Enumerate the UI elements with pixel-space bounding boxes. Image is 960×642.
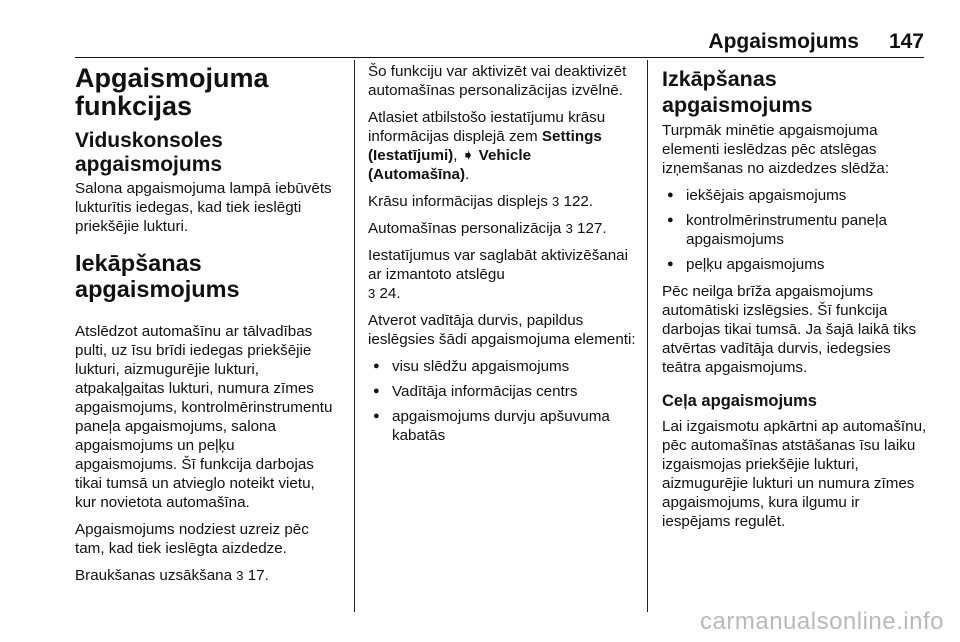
column-1 (75, 62, 337, 593)
section-heading-exit-lighting: Izkāpšanas apgaismojums (662, 67, 813, 117)
section-heading-console-lighting: Viduskonsoles apgaismojums (75, 129, 223, 176)
column-2 (368, 62, 636, 453)
header-rule (75, 57, 924, 58)
reference-text: Braukšanas uzsākšana (75, 567, 233, 584)
section-heading-entry-lighting: Iekāpšanas apgaismojums (75, 250, 240, 302)
list-item: ● kontrolmērinstrumentu paneļa apgaismojums (662, 211, 930, 249)
exit-lighting-list (662, 186, 930, 274)
color-display-reference (368, 192, 636, 211)
list-item: ● visu slēdžu apgaismojums (368, 357, 636, 376)
entry-lighting-reference (75, 566, 337, 585)
page-reference-icon: 3 (236, 568, 244, 583)
list-item: ● peļķu apgaismojums (662, 255, 930, 274)
watermark: carmanualsonline.info (700, 608, 944, 635)
driver-door-list (368, 357, 636, 445)
reference-page[interactable]: 17. (247, 567, 269, 584)
page-reference-icon: 3 (565, 221, 573, 236)
exit-lighting-paragraph: Pēc neilga brīža apgaismojums automātiski izslēgsies. Šī funkcija darbojas tikai tumsā. Ja šajā laikā tiks atvērtas vadītāja durvis, iedegsies teātra apgaismojums. (662, 283, 917, 376)
column-divider-2 (647, 60, 648, 612)
entry-lighting-paragraph-2: Apgaismojums nodziest uzreiz pēc tam, kad tiek ieslēgta aizdedze. (75, 521, 309, 557)
column-3 (662, 62, 930, 539)
reference-page[interactable]: 24. (379, 285, 401, 302)
subsection-heading-path-lighting: Ceļa apgaismojums (662, 392, 817, 410)
list-item: ● Vadītāja informācijas centrs (368, 382, 636, 401)
settings-menu-label: Settings (Iestatījumi) (368, 128, 602, 164)
reference-text: Krāsu informācijas displejs (368, 193, 548, 210)
settings-path-text: Atlasiet atbilstošo iestatījumu krāsu informācijas displejā zem (368, 109, 606, 145)
chapter-title: Apgaismojuma funkcijas (75, 63, 269, 121)
reference-text: Iestatījumus var saglabāt aktivizēšanai ar izmantoto atslēgu (368, 247, 629, 283)
settings-end: . (465, 166, 470, 183)
settings-separator: , (453, 147, 458, 164)
section-title: Apgaismojums (708, 30, 859, 53)
reference-page[interactable]: 122. (563, 193, 594, 210)
exit-lighting-intro: Turpmāk minētie apgaismojuma elementi ieslēdzas pēc atslēgas izņemšanas no aizdedzes slēdža: (662, 122, 890, 177)
reference-page[interactable]: 127. (577, 220, 607, 237)
vehicle-menu-label: Vehicle (Automašīna) (368, 147, 532, 183)
entry-lighting-paragraph-1: Atslēdzot automašīnu ar tālvadības pulti, uz īsu brīdi iedegas priekšējie lukturi, aizmugurējie lukturi, atpakaļgaitas lukturi, numura zīmes apgaismojums, kontrolmērinstrumentu paneļa apgaismojums, salona apgaismojums un peļķu apgaismojums. Šī funkcija darbojas tikai tumsā un atvieglo noteikt vietu, kur novietota automašīna. (75, 323, 333, 511)
key-settings-reference (368, 246, 636, 303)
page-reference-icon: 3 (552, 194, 560, 209)
reference-text: Automašīnas personalizācija (368, 220, 562, 237)
driver-door-paragraph: Atverot vadītāja durvis, papildus ieslēgsies šādi apgaismojuma elementi: (368, 312, 636, 348)
page-header (708, 26, 924, 54)
vehicle-personalization-reference (368, 219, 636, 238)
console-lighting-text: Salona apgaismojuma lampā iebūvēts lukturītis iedegas, kad tiek ieslēgti priekšējie lukturi. (75, 180, 332, 235)
settings-path-paragraph (368, 108, 636, 184)
column-divider-1 (354, 60, 355, 612)
menu-arrow-icon: ➧ (461, 147, 475, 164)
list-item: ● apgaismojums durvju apšuvuma kabatās (368, 407, 636, 445)
page-reference-icon: 3 (368, 286, 376, 301)
page-number: 147 (888, 30, 924, 53)
personalization-paragraph: Šo funkciju var aktivizēt vai deaktivizēt automašīnas personalizācijas izvēlnē. (368, 63, 627, 99)
path-lighting-paragraph: Lai izgaismotu apkārtni ap automašīnu, pēc automašīnas atstāšanas īsu laiku izgaismojas priekšējie lukturi, aizmugurējie lukturi un numura zīmes apgaismojums, kura ilgumu ir iespējams regulēt. (662, 418, 927, 530)
list-item: ● iekšējais apgaismojums (662, 186, 930, 205)
